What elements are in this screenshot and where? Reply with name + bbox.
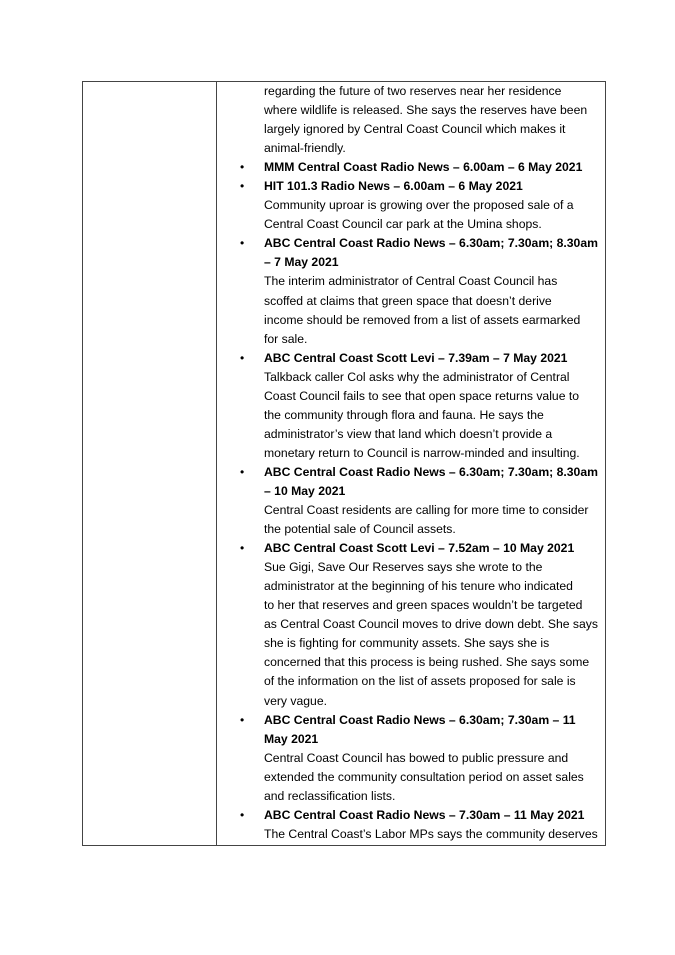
item-title: ABC Central Coast Radio News – 6.30am; 7.30am – 11 — [264, 712, 576, 727]
bullet-icon: • — [240, 236, 245, 251]
item-summary-line: the community through flora and fauna. He says the — [264, 407, 544, 422]
item-summary-line: monetary return to Council is narrow-minded and insulting. — [264, 445, 580, 460]
media-report-table — [82, 81, 606, 846]
bullet-icon: • — [240, 807, 245, 822]
item-summary-line: Coast Council fails to see that open space returns value to — [264, 388, 580, 403]
item-summary-line: Community uproar is growing over the proposed sale of a — [264, 198, 574, 213]
intro-text-line: animal-friendly. — [264, 141, 346, 156]
item-title: ABC Central Coast Radio News – 7.30am – 11 May 2021 — [264, 807, 585, 822]
item-summary-line: The Central Coast’s Labor MPs says the community deserves — [264, 826, 598, 841]
item-summary-line: Central Coast Council has bowed to public pressure and — [264, 750, 569, 765]
item-title: ABC Central Coast Radio News – 6.30am; 7.30am; 8.30am — [264, 236, 598, 251]
item-summary-line: of the information on the list of assets proposed for sale is — [264, 674, 576, 689]
list-item — [240, 806, 602, 844]
list-item — [240, 234, 602, 348]
item-summary-line: Central Coast residents are calling for more time to consider — [264, 503, 589, 518]
list-item — [240, 349, 602, 463]
list-item — [240, 711, 602, 806]
item-title: – 10 May 2021 — [264, 483, 346, 498]
bullet-icon: • — [240, 160, 245, 175]
item-summary-line: scoffed at claims that green space that doesn’t derive — [264, 293, 552, 308]
item-summary-line: administrator at the beginning of his tenure who indicated — [264, 579, 573, 594]
intro-text-line: largely ignored by Central Coast Council which makes it — [264, 122, 566, 137]
item-summary-line: to her that reserves and green spaces wouldn’t be targeted — [264, 598, 583, 613]
item-summary-line: concerned that this process is being rushed. She says some — [264, 655, 590, 670]
list-item — [240, 158, 602, 177]
item-summary-line: Central Coast Council car park at the Umina shops. — [264, 217, 542, 232]
item-summary-line: she is fighting for community assets. She says she is — [264, 636, 550, 651]
item-summary-line: the potential sale of Council assets. — [264, 522, 456, 537]
list-item — [240, 539, 602, 710]
item-summary-line: extended the community consultation period on asset sales — [264, 769, 584, 784]
item-title: ABC Central Coast Radio News – 6.30am; 7.30am; 8.30am — [264, 464, 598, 479]
bullet-icon: • — [240, 712, 245, 727]
item-summary-line: and reclassification lists. — [264, 788, 396, 803]
item-title: MMM Central Coast Radio News – 6.00am – 6 May 2021 — [264, 160, 583, 175]
item-title: ABC Central Coast Scott Levi – 7.39am – 7 May 2021 — [264, 350, 568, 365]
item-summary-line: administrator’s view that land which doesn’t provide a — [264, 426, 553, 441]
item-title: ABC Central Coast Scott Levi – 7.52am – 10 May 2021 — [264, 541, 575, 556]
intro-text-line: where wildlife is released. She says the reserves have been — [264, 103, 588, 118]
bullet-icon: • — [240, 350, 245, 365]
item-summary-line: income should be removed from a list of assets earmarked — [264, 312, 581, 327]
bullet-icon: • — [240, 179, 245, 194]
item-summary-line: The interim administrator of Central Coast Council has — [264, 274, 558, 289]
item-summary-line: for sale. — [264, 331, 308, 346]
list-item — [240, 177, 602, 234]
bullet-icon: • — [240, 541, 245, 556]
item-title: May 2021 — [264, 731, 319, 746]
item-title: – 7 May 2021 — [264, 255, 339, 270]
intro-text-line: regarding the future of two reserves near her residence — [264, 84, 562, 98]
column-divider — [216, 82, 217, 845]
list-item — [240, 463, 602, 539]
item-summary-line: Sue Gigi, Save Our Reserves says she wrote to the — [264, 560, 543, 575]
item-summary-line: as Central Coast Council moves to drive down debt. She says — [264, 617, 598, 632]
item-summary-line: Talkback caller Col asks why the administrator of Central — [264, 369, 570, 384]
item-title: HIT 101.3 Radio News – 6.00am – 6 May 2021 — [264, 179, 523, 194]
bullet-icon: • — [240, 464, 245, 479]
media-items-cell — [240, 82, 602, 844]
item-summary-line: very vague. — [264, 693, 328, 708]
